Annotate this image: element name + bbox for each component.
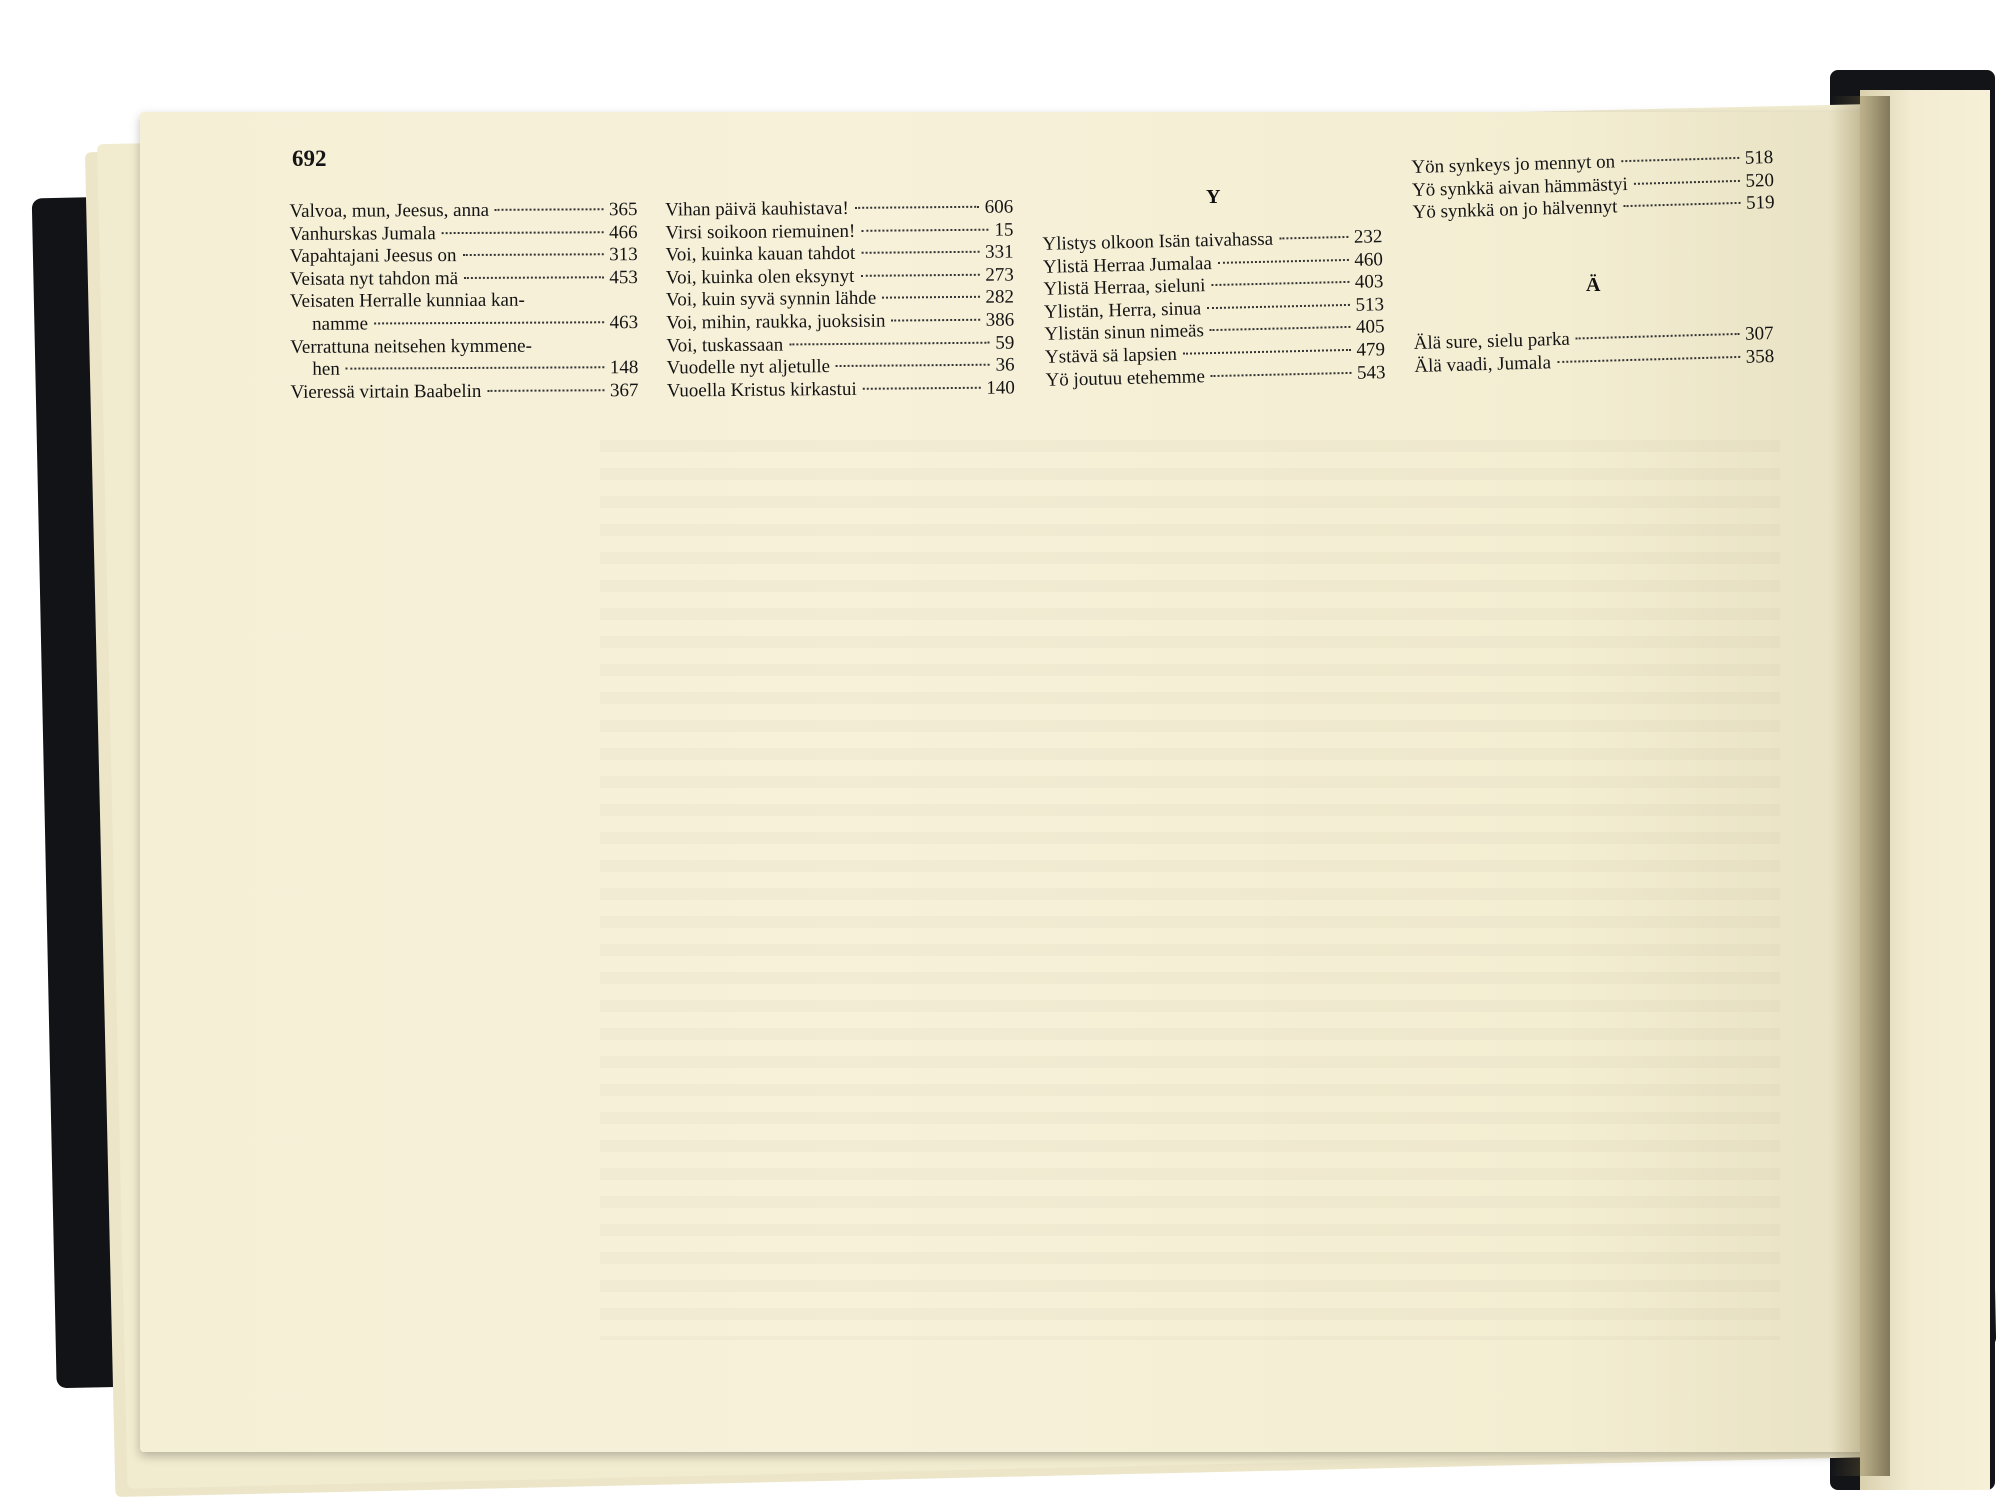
leader-dots — [861, 228, 988, 231]
entry-number: 463 — [609, 312, 639, 334]
index-entry — [290, 380, 638, 404]
index-column-2 — [665, 196, 1015, 402]
index-entry — [290, 267, 638, 291]
leader-dots — [891, 319, 979, 322]
entry-title: namme — [312, 313, 369, 335]
entry-title: Ylistä Herraa Jumalaa — [1042, 252, 1213, 278]
entry-title: Voi, kuin syvä synnin lähde — [665, 288, 877, 311]
index-entry — [666, 242, 1014, 268]
leader-dots — [346, 366, 604, 369]
index-column-1 — [289, 199, 638, 404]
entry-title: Ylistä Herraa, sieluni — [1043, 275, 1206, 301]
entry-title: Ylistän sinun nimeäs — [1044, 320, 1205, 346]
entry-number: 148 — [609, 357, 639, 379]
leader-dots — [1621, 157, 1739, 162]
entry-title: hen — [312, 358, 340, 380]
leader-dots — [1576, 333, 1739, 340]
entry-number: 273 — [985, 264, 1014, 286]
section-heading-y: Y — [1206, 186, 1221, 208]
entry-number: 520 — [1745, 169, 1775, 192]
entry-title: Ylistän, Herra, sinua — [1043, 298, 1202, 323]
leader-dots — [1211, 371, 1351, 376]
entry-number: 405 — [1355, 316, 1385, 339]
entry-title: Ylistys olkoon Isän taivahassa — [1042, 228, 1274, 255]
leader-dots — [1557, 356, 1740, 363]
leader-dots — [464, 276, 603, 279]
section-heading-a-umlaut: Ä — [1586, 274, 1601, 296]
entry-number: 313 — [609, 244, 638, 266]
entry-number: 232 — [1353, 226, 1383, 248]
entry-number: 403 — [1354, 271, 1384, 293]
entry-number: 15 — [994, 219, 1014, 241]
entry-number: 331 — [985, 241, 1014, 263]
leader-dots — [1183, 349, 1351, 355]
index-entry — [665, 196, 1013, 222]
entry-title: Voi, kuinka olen eksynyt — [665, 265, 855, 289]
leader-dots — [1218, 259, 1349, 264]
show-through-text — [600, 440, 1780, 1340]
entry-number: 453 — [609, 266, 638, 289]
entry-title: Älä sure, sielu parka — [1413, 328, 1571, 355]
leader-dots — [855, 206, 979, 209]
entry-title: Valvoa, mun, Jeesus, anna — [289, 199, 490, 222]
entry-title: Ystävä sä lapsien — [1044, 343, 1178, 368]
entry-number: 140 — [986, 377, 1015, 399]
leader-dots — [1207, 304, 1349, 309]
index-entry — [666, 309, 1014, 335]
leader-dots — [863, 387, 981, 390]
entry-number: 365 — [608, 199, 638, 221]
entry-title: Veisaten Herralle kunniaa kan- — [289, 290, 525, 313]
entry-number: 513 — [1355, 293, 1385, 316]
leader-dots — [442, 231, 603, 234]
entry-title: Älä vaadi, Jumala — [1414, 351, 1552, 377]
entry-number: 59 — [995, 332, 1015, 354]
entry-number: 358 — [1745, 345, 1775, 368]
index-entry — [290, 312, 638, 336]
index-entry — [289, 199, 637, 223]
index-entry — [290, 357, 638, 381]
spine-shadow — [1830, 96, 1890, 1476]
entry-number: 606 — [984, 196, 1014, 218]
index-entry — [666, 332, 1014, 358]
index-entry — [290, 289, 638, 313]
leader-dots — [836, 364, 990, 367]
leader-dots — [495, 208, 603, 211]
entry-title: Yön synkeys jo mennyt on — [1411, 151, 1616, 179]
entry-title: Verrattuna neitsehen kymmene- — [290, 335, 532, 358]
entry-title: Voi, kuinka kauan tahdot — [665, 243, 856, 266]
leader-dots — [1210, 326, 1350, 331]
index-column-4 — [1411, 147, 1775, 225]
index-entry — [667, 377, 1015, 403]
entry-number: 519 — [1745, 192, 1775, 214]
index-entry — [666, 355, 1014, 381]
entry-title: Vuoella Kristus kirkastui — [666, 378, 857, 402]
entry-number: 466 — [609, 221, 638, 243]
entry-number: 307 — [1744, 322, 1774, 345]
index-entry — [290, 222, 638, 246]
leader-dots — [374, 321, 604, 324]
index-entry — [665, 219, 1013, 245]
entry-number: 479 — [1356, 339, 1386, 361]
leader-dots — [1634, 180, 1740, 185]
entry-title: Vanhurskas Jumala — [289, 222, 436, 245]
entry-title: Vapahtajani Jeesus on — [289, 245, 457, 268]
leader-dots — [487, 389, 604, 392]
leader-dots — [1211, 281, 1349, 286]
entry-title: Vieressä virtain Baabelin — [290, 380, 482, 403]
entry-title: Yö joutuu etehemme — [1045, 365, 1206, 391]
leader-dots — [861, 251, 979, 254]
entry-number: 367 — [609, 379, 639, 401]
entry-title: Vihan päivä kauhistava! — [665, 197, 849, 221]
leader-dots — [462, 253, 603, 256]
page-number: 692 — [292, 146, 327, 171]
entry-title: Vuodelle nyt aljetulle — [666, 356, 831, 379]
entry-number: 460 — [1354, 248, 1384, 271]
entry-number: 36 — [995, 354, 1015, 376]
leader-dots — [860, 274, 979, 277]
entry-number: 518 — [1744, 146, 1774, 169]
index-entry — [290, 335, 638, 359]
entry-number: 386 — [985, 309, 1015, 331]
index-column-3 — [1042, 226, 1386, 392]
entry-title: Voi, mihin, raukka, juoksisin — [666, 310, 886, 334]
leader-dots — [882, 296, 979, 299]
entry-number: 543 — [1356, 361, 1386, 384]
leader-dots — [1279, 236, 1348, 240]
entry-title: Veisata nyt tahdon mä — [289, 267, 459, 290]
index-entry — [666, 287, 1014, 313]
index-entry — [666, 264, 1014, 290]
entry-title: Virsi soikoon riemuinen! — [665, 220, 856, 244]
leader-dots — [789, 341, 989, 345]
entry-title: Yö synkkä on jo hälvennyt — [1412, 196, 1618, 224]
index-entry — [290, 244, 638, 268]
entry-number: 282 — [985, 286, 1015, 309]
leader-dots — [1623, 202, 1740, 207]
entry-title: Voi, tuskassaan — [666, 334, 784, 357]
entry-title: Yö synkkä aivan hämmästyi — [1411, 173, 1629, 201]
